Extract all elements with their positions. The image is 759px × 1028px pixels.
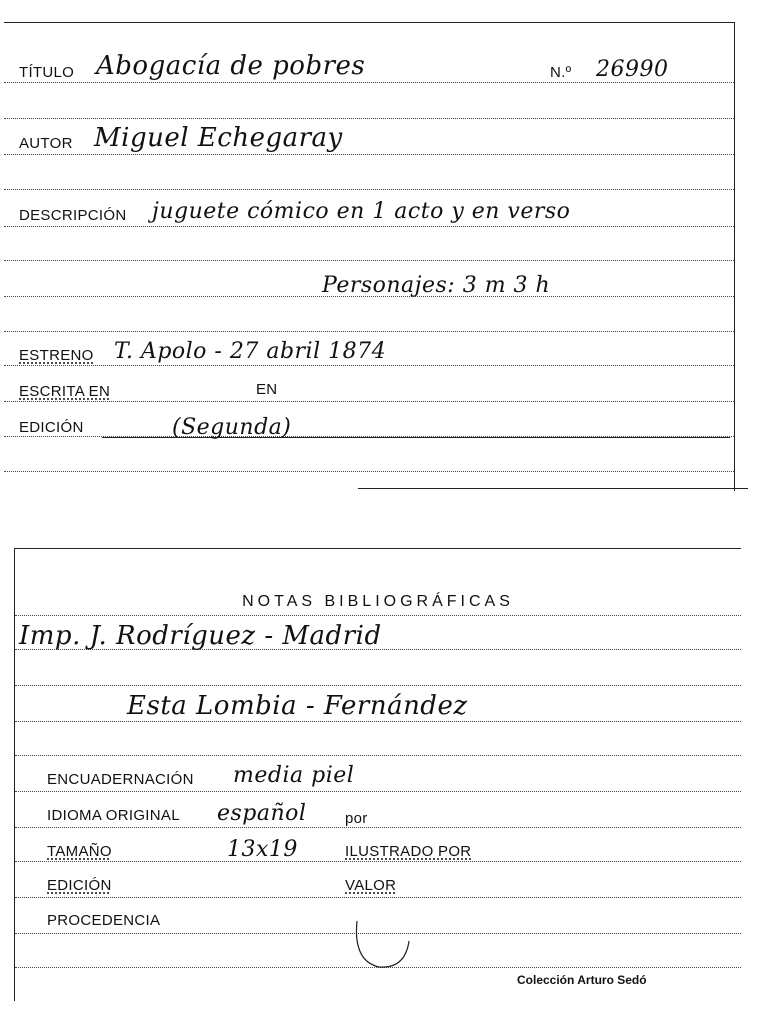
encuadernacion-value: media piel xyxy=(233,763,355,788)
note-line-2: Esta Lombia - Fernández xyxy=(127,691,468,721)
estreno-label: ESTRENO xyxy=(19,347,94,364)
card-rule xyxy=(15,897,741,898)
punch-hole-mark xyxy=(345,911,415,973)
titulo-label: TÍTULO xyxy=(19,64,75,81)
card-rule xyxy=(15,827,741,828)
card-rule xyxy=(4,471,734,472)
idioma-label: IDIOMA ORIGINAL xyxy=(47,807,180,824)
autor-value: Miguel Echegaray xyxy=(94,123,343,153)
card-rule xyxy=(15,755,741,756)
titulo-value: Abogacía de pobres xyxy=(96,51,366,81)
card-rule xyxy=(15,721,741,722)
edicion-label: EDICIÓN xyxy=(19,419,84,436)
catalog-card-main xyxy=(4,22,735,491)
procedencia-label: PROCEDENCIA xyxy=(47,912,161,929)
card-rule xyxy=(15,685,741,686)
card-rule xyxy=(4,260,734,261)
escrita-en-label: ESCRITA EN xyxy=(19,383,111,400)
idioma-value: español xyxy=(217,801,307,826)
collection-footer: Colección Arturo Sedó xyxy=(517,973,647,987)
ilustrado-label: ILUSTRADO POR xyxy=(345,843,472,860)
encuadernacion-label: ENCUADERNACIÓN xyxy=(47,771,194,788)
note-line-1: Imp. J. Rodríguez - Madrid xyxy=(19,621,382,651)
estreno-value: T. Apolo - 27 abril 1874 xyxy=(114,339,387,364)
numero-value: 26990 xyxy=(596,57,669,82)
card-rule xyxy=(15,791,741,792)
descripcion-value: juguete cómico en 1 acto y en verso xyxy=(152,199,571,224)
card-rule xyxy=(4,331,734,332)
card-rule xyxy=(4,401,734,402)
card-rule xyxy=(4,154,734,155)
por-label: por xyxy=(345,810,368,827)
card-rule xyxy=(4,365,734,366)
descripcion-label: DESCRIPCIÓN xyxy=(19,207,127,224)
autor-label: AUTOR xyxy=(19,135,73,152)
edicion-value: (Segunda) xyxy=(172,415,292,440)
tamano-label: TAMAÑO xyxy=(47,843,112,860)
card-rule xyxy=(4,82,734,83)
numero-label: N.º xyxy=(550,64,572,81)
personajes-value: Personajes: 3 m 3 h xyxy=(322,273,551,298)
card-rule xyxy=(4,226,734,227)
card-edge-line xyxy=(358,488,748,489)
card-rule xyxy=(4,189,734,190)
edicion-label-2: EDICIÓN xyxy=(47,877,112,894)
card-rule xyxy=(4,118,734,119)
card-rule xyxy=(15,615,741,616)
notas-heading: NOTAS BIBLIOGRÁFICAS xyxy=(242,593,514,610)
card-rule xyxy=(15,861,741,862)
catalog-card-notes xyxy=(14,548,741,1001)
tamano-value: 13x19 xyxy=(227,837,298,862)
en-label: EN xyxy=(256,381,278,398)
valor-label: VALOR xyxy=(345,877,397,894)
